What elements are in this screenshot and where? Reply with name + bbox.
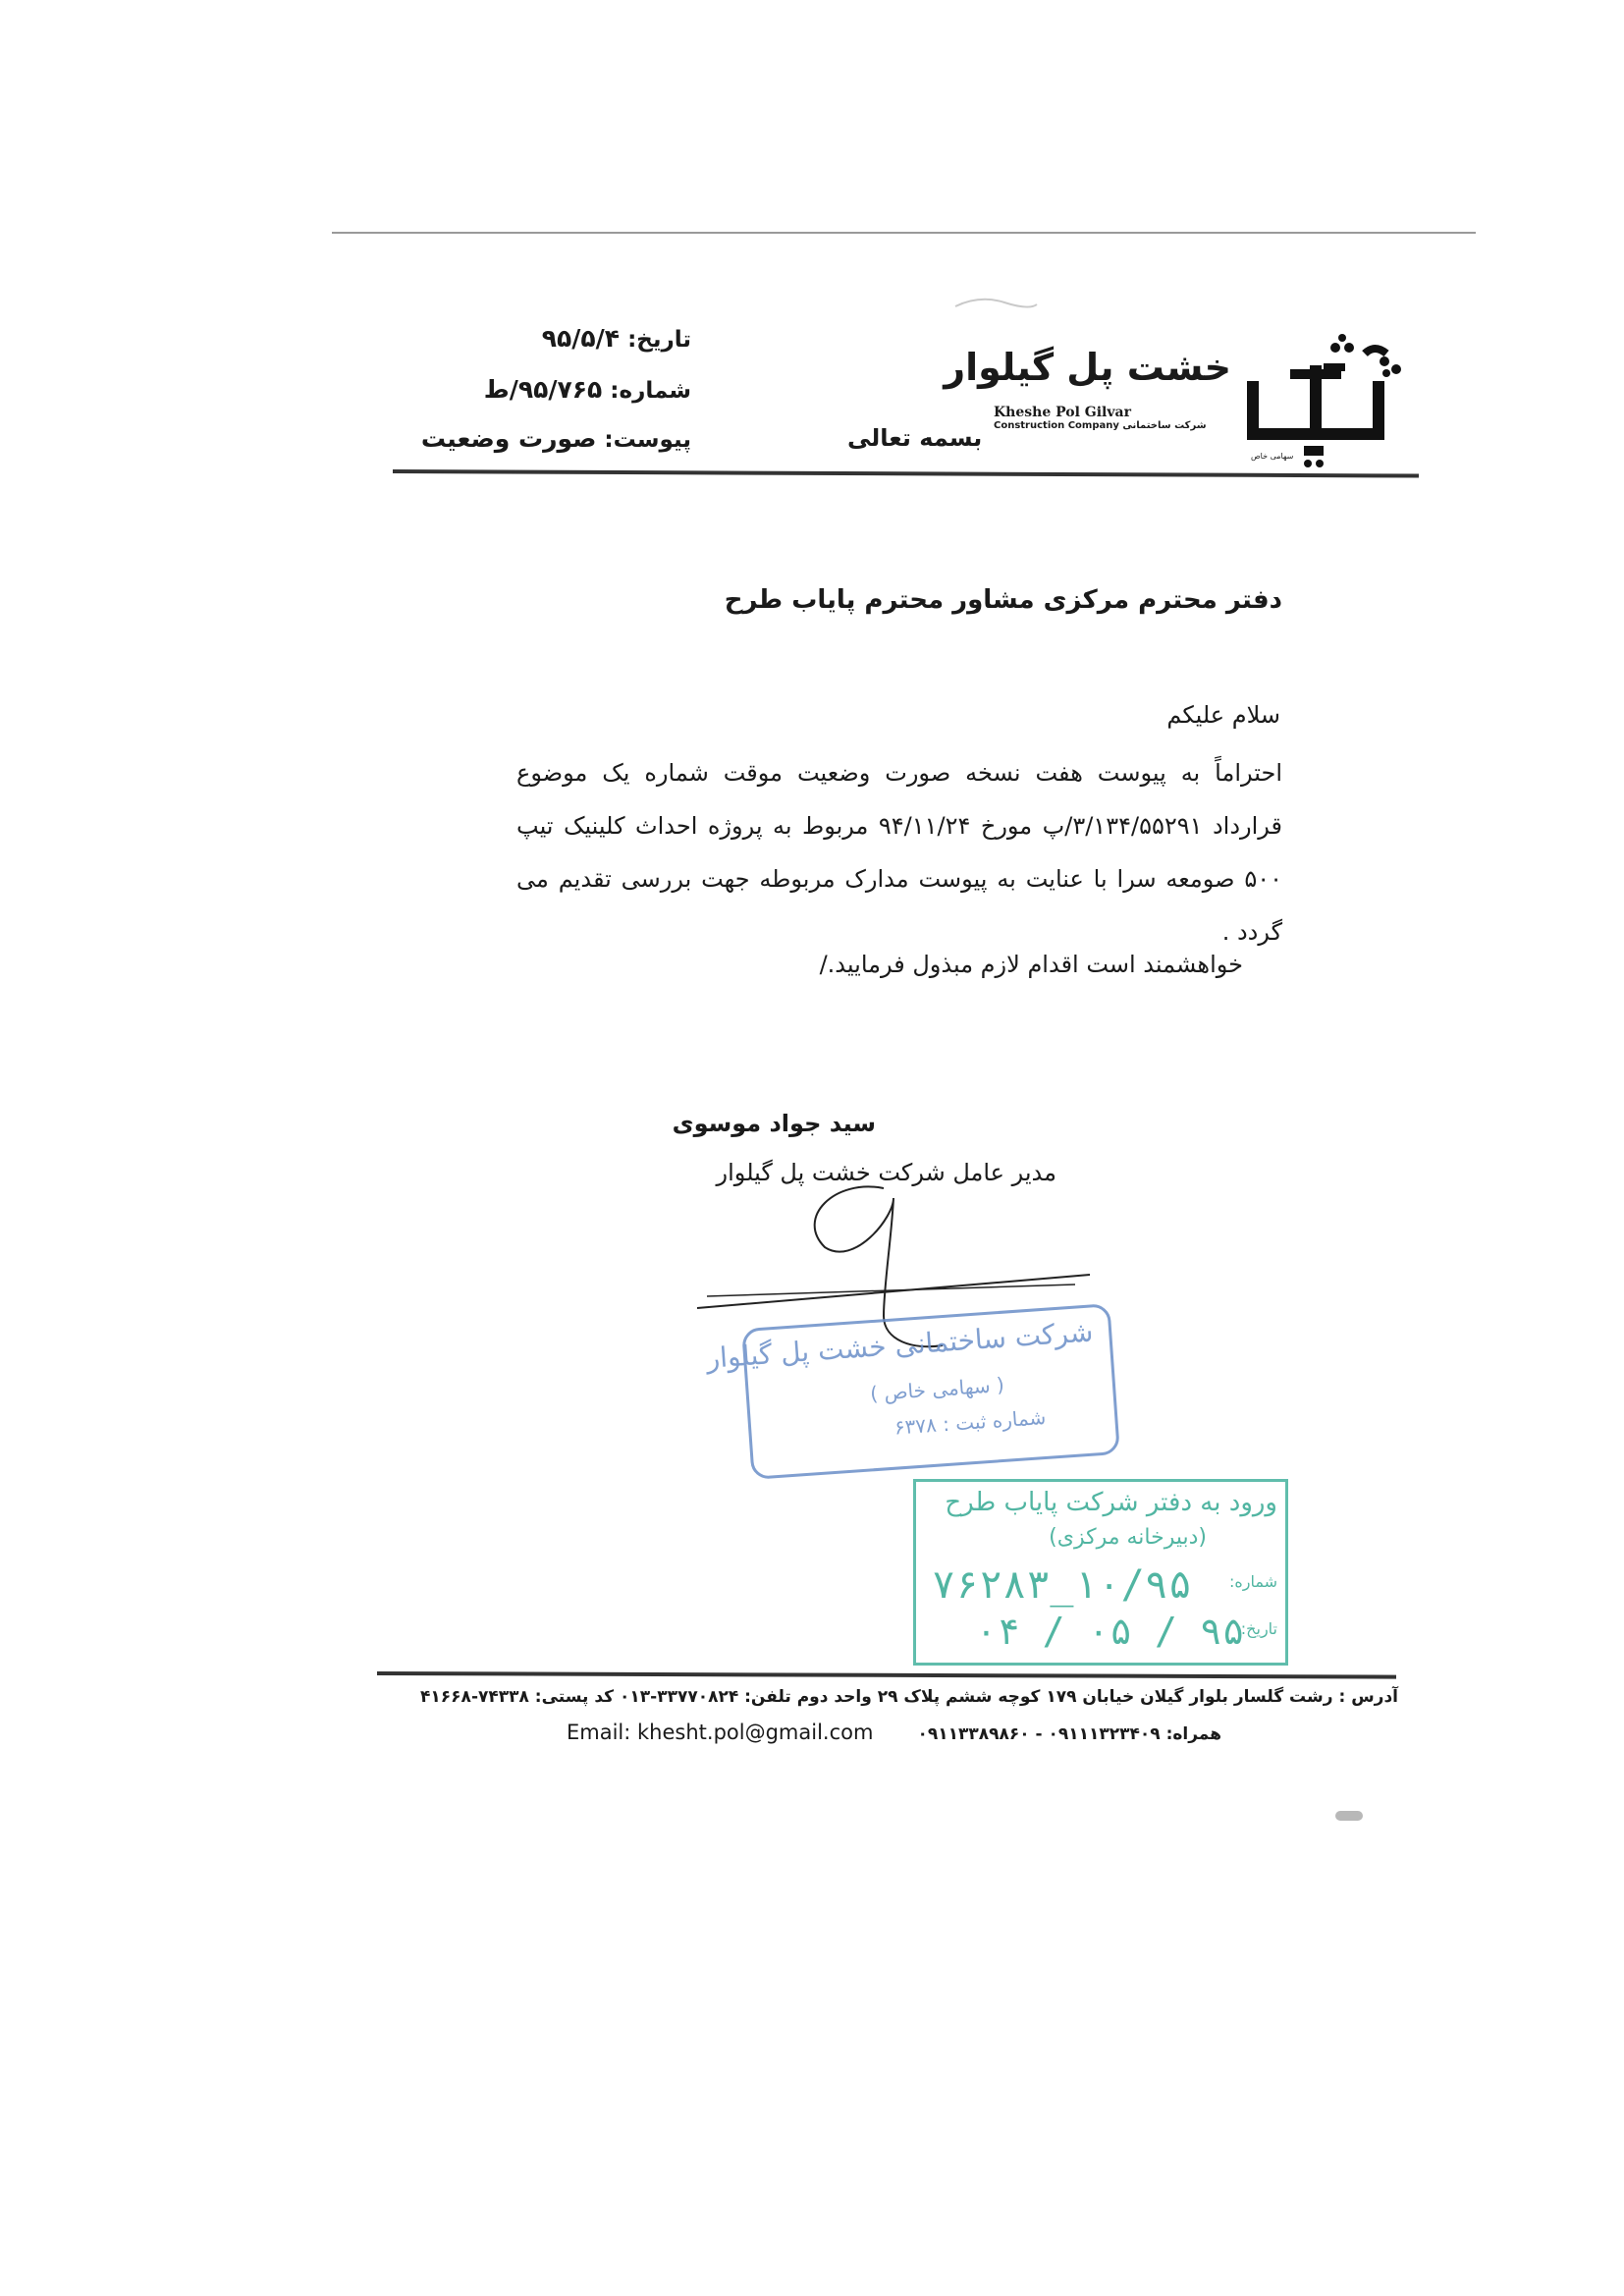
received-number-label: شماره: — [1228, 1572, 1277, 1591]
number-label: شماره: — [610, 378, 691, 404]
paper-edge — [332, 232, 1476, 234]
greeting: سلام علیکم — [1166, 701, 1280, 729]
date-line — [542, 324, 691, 353]
date-value: ۹۵/۵/۴ — [541, 324, 621, 353]
attachment-value: صورت وضعیت — [420, 424, 597, 453]
logo-caption: سهامی خاص — [1251, 452, 1294, 461]
footer-divider — [377, 1671, 1396, 1679]
number-value: ۹۵/۷۶۵/ط — [483, 375, 603, 404]
received-date-value: ۹۵ / ۰۵ / ۰۴ — [975, 1610, 1245, 1653]
date-label: تاریخ: — [627, 327, 691, 353]
received-stamp-line2: (دبیرخانه مرکزی) — [1049, 1525, 1207, 1550]
footer-email: Email: khesht.pol@gmail.com — [567, 1721, 874, 1744]
recipient: دفتر محترم مرکزی مشاور محترم پایاب طرح — [724, 585, 1282, 615]
scan-smudge — [950, 293, 1039, 314]
received-number-value: ۱۰/۹۵_۷۶۲۸۳ — [932, 1562, 1192, 1608]
signer-title: مدیر عامل شرکت خشت پل گیلوار — [716, 1159, 1056, 1186]
signer-name: سید جواد موسوی — [672, 1110, 876, 1137]
company-subtitle: Construction Company شرکت ساختمانی — [994, 420, 1207, 431]
attachment-line — [421, 424, 691, 453]
company-stamp-line3: شماره ثبت : ۶۳۷۸ — [893, 1404, 1047, 1440]
company-stamp — [705, 1303, 1120, 1480]
company-name-fa: خشت پل گیلوار — [944, 346, 1231, 389]
closing: خواهشمند است اقدام لازم مبذول فرمایید./ — [819, 951, 1243, 978]
scan-mark — [1335, 1811, 1363, 1821]
company-stamp-line2: ( سهامی خاص ) — [869, 1372, 1005, 1406]
footer-address: آدرس : رشت گلسار بلوار گیلان خیابان ۱۷۹ کوچه ششم پلاک ۲۹ واحد دوم تلفن: ۳۳۷۷۰۸۲۴-۰۱۳ کد پستی: ۷۴۳۳۸-۴۱۶۶۸ — [420, 1687, 1398, 1707]
attachment-label: پیوست: — [604, 427, 691, 453]
basmala: بسمه تعالی — [847, 424, 983, 452]
company-stamp-line1: شرکت ساختمانی خشت پل گیلوار — [705, 1315, 1095, 1375]
received-stamp-line1: ورود به دفتر شرکت پایاب طرح — [945, 1488, 1277, 1517]
company-name-en: Kheshe Pol Gilvar — [994, 405, 1131, 420]
received-stamp — [913, 1479, 1288, 1666]
number-line — [484, 375, 691, 404]
received-date-label: تاریخ: — [1240, 1619, 1277, 1638]
letter-body: احتراماً به پیوست هفت نسخه صورت وضعیت موقت شماره یک موضوع قرارداد ۳/۱۳۴/۵۵۲۹۱/پ مورخ ۹۴/۱۱/۲۴ مربوط به پروژه احداث کلینیک تیپ ۵۰۰ صومعه سرا با عنایت به پیوست مدارک مربوطه جهت بررسی تقدیم می گردد . — [516, 759, 1283, 946]
footer-mobile: همراه: ۰۹۱۱۱۳۲۳۴۰۹ - ۰۹۱۱۳۳۸۹۸۶۰ — [917, 1724, 1221, 1744]
